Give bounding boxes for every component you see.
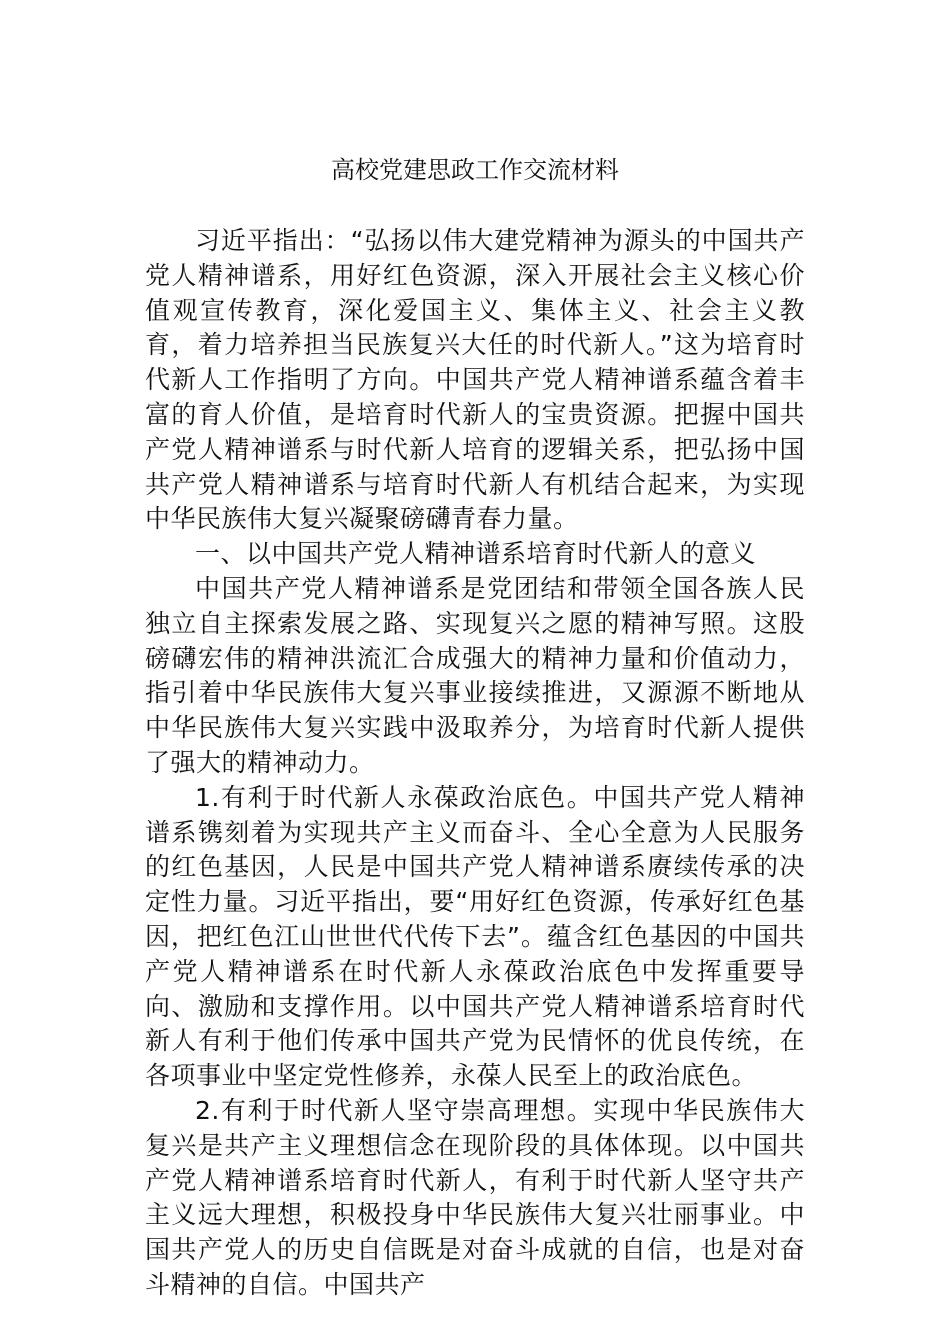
paragraph-point-1: 1.有利于时代新人永葆政治底色。中国共产党人精神谱系镌刻着为实现共产主义而奋斗、全心全意为人民服务的红色基因，人民是中国共产党人精神谱系赓续传承的决定性力量。习近平指出，要“用好红色资源，传承好红色基因，把红色江山世世代代传下去”。蕴含红色基因的中国共产党人精神谱系在时代新人永葆政治底色中发挥重要导向、激励和支撑作用。以中国共产党人精神谱系培育时代新人有利于他们传承中国共产党为民情怀的优良传统，在各项事业中坚定党性修养，永葆人民至上的政治底色。 <box>145 782 805 1091</box>
document-body <box>145 224 805 1303</box>
document-title: 高校党建思政工作交流材料 <box>331 156 619 184</box>
paragraph-intro: 习近平指出：“弘扬以伟大建党精神为源头的中国共产党人精神谱系，用好红色资源，深入开展社会主义核心价值观宣传教育，深化爱国主义、集体主义、社会主义教育，着力培养担当民族复兴大任的时代新人。”这为培育时代新人工作指明了方向。中国共产党人精神谱系蕴含着丰富的育人价值，是培育时代新人的宝贵资源。把握中国共产党人精神谱系与时代新人培育的逻辑关系，把弘扬中国共产党人精神谱系与培育时代新人有机结合起来，为实现中华民族伟大复兴凝聚磅礴青春力量。 <box>145 226 805 534</box>
section-heading-1: 一、以中国共产党人精神谱系培育时代新人的意义 <box>195 539 757 569</box>
paragraph-point-2: 2.有利于时代新人坚守崇高理想。实现中华民族伟大复兴是共产主义理想信念在现阶段的具体体现。以中国共产党人精神谱系培育时代新人，有利于时代新人坚守共产主义远大理想，积极投身中华民族伟大复兴壮丽事业。中国共产党人的历史自信既是对奋斗成就的自信，也是对奋斗精神的自信。中国共产 <box>145 1095 805 1299</box>
paragraph-significance: 中国共产党人精神谱系是党团结和带领全国各族人民独立自主探索发展之路、实现复兴之愿的精神写照。这股磅礴宏伟的精神洪流汇合成强大的精神力量和价值动力，指引着中华民族伟大复兴事业接续推进，又源源不断地从中华民族伟大复兴实践中汲取养分，为培育时代新人提供了强大的精神动力。 <box>145 573 805 777</box>
